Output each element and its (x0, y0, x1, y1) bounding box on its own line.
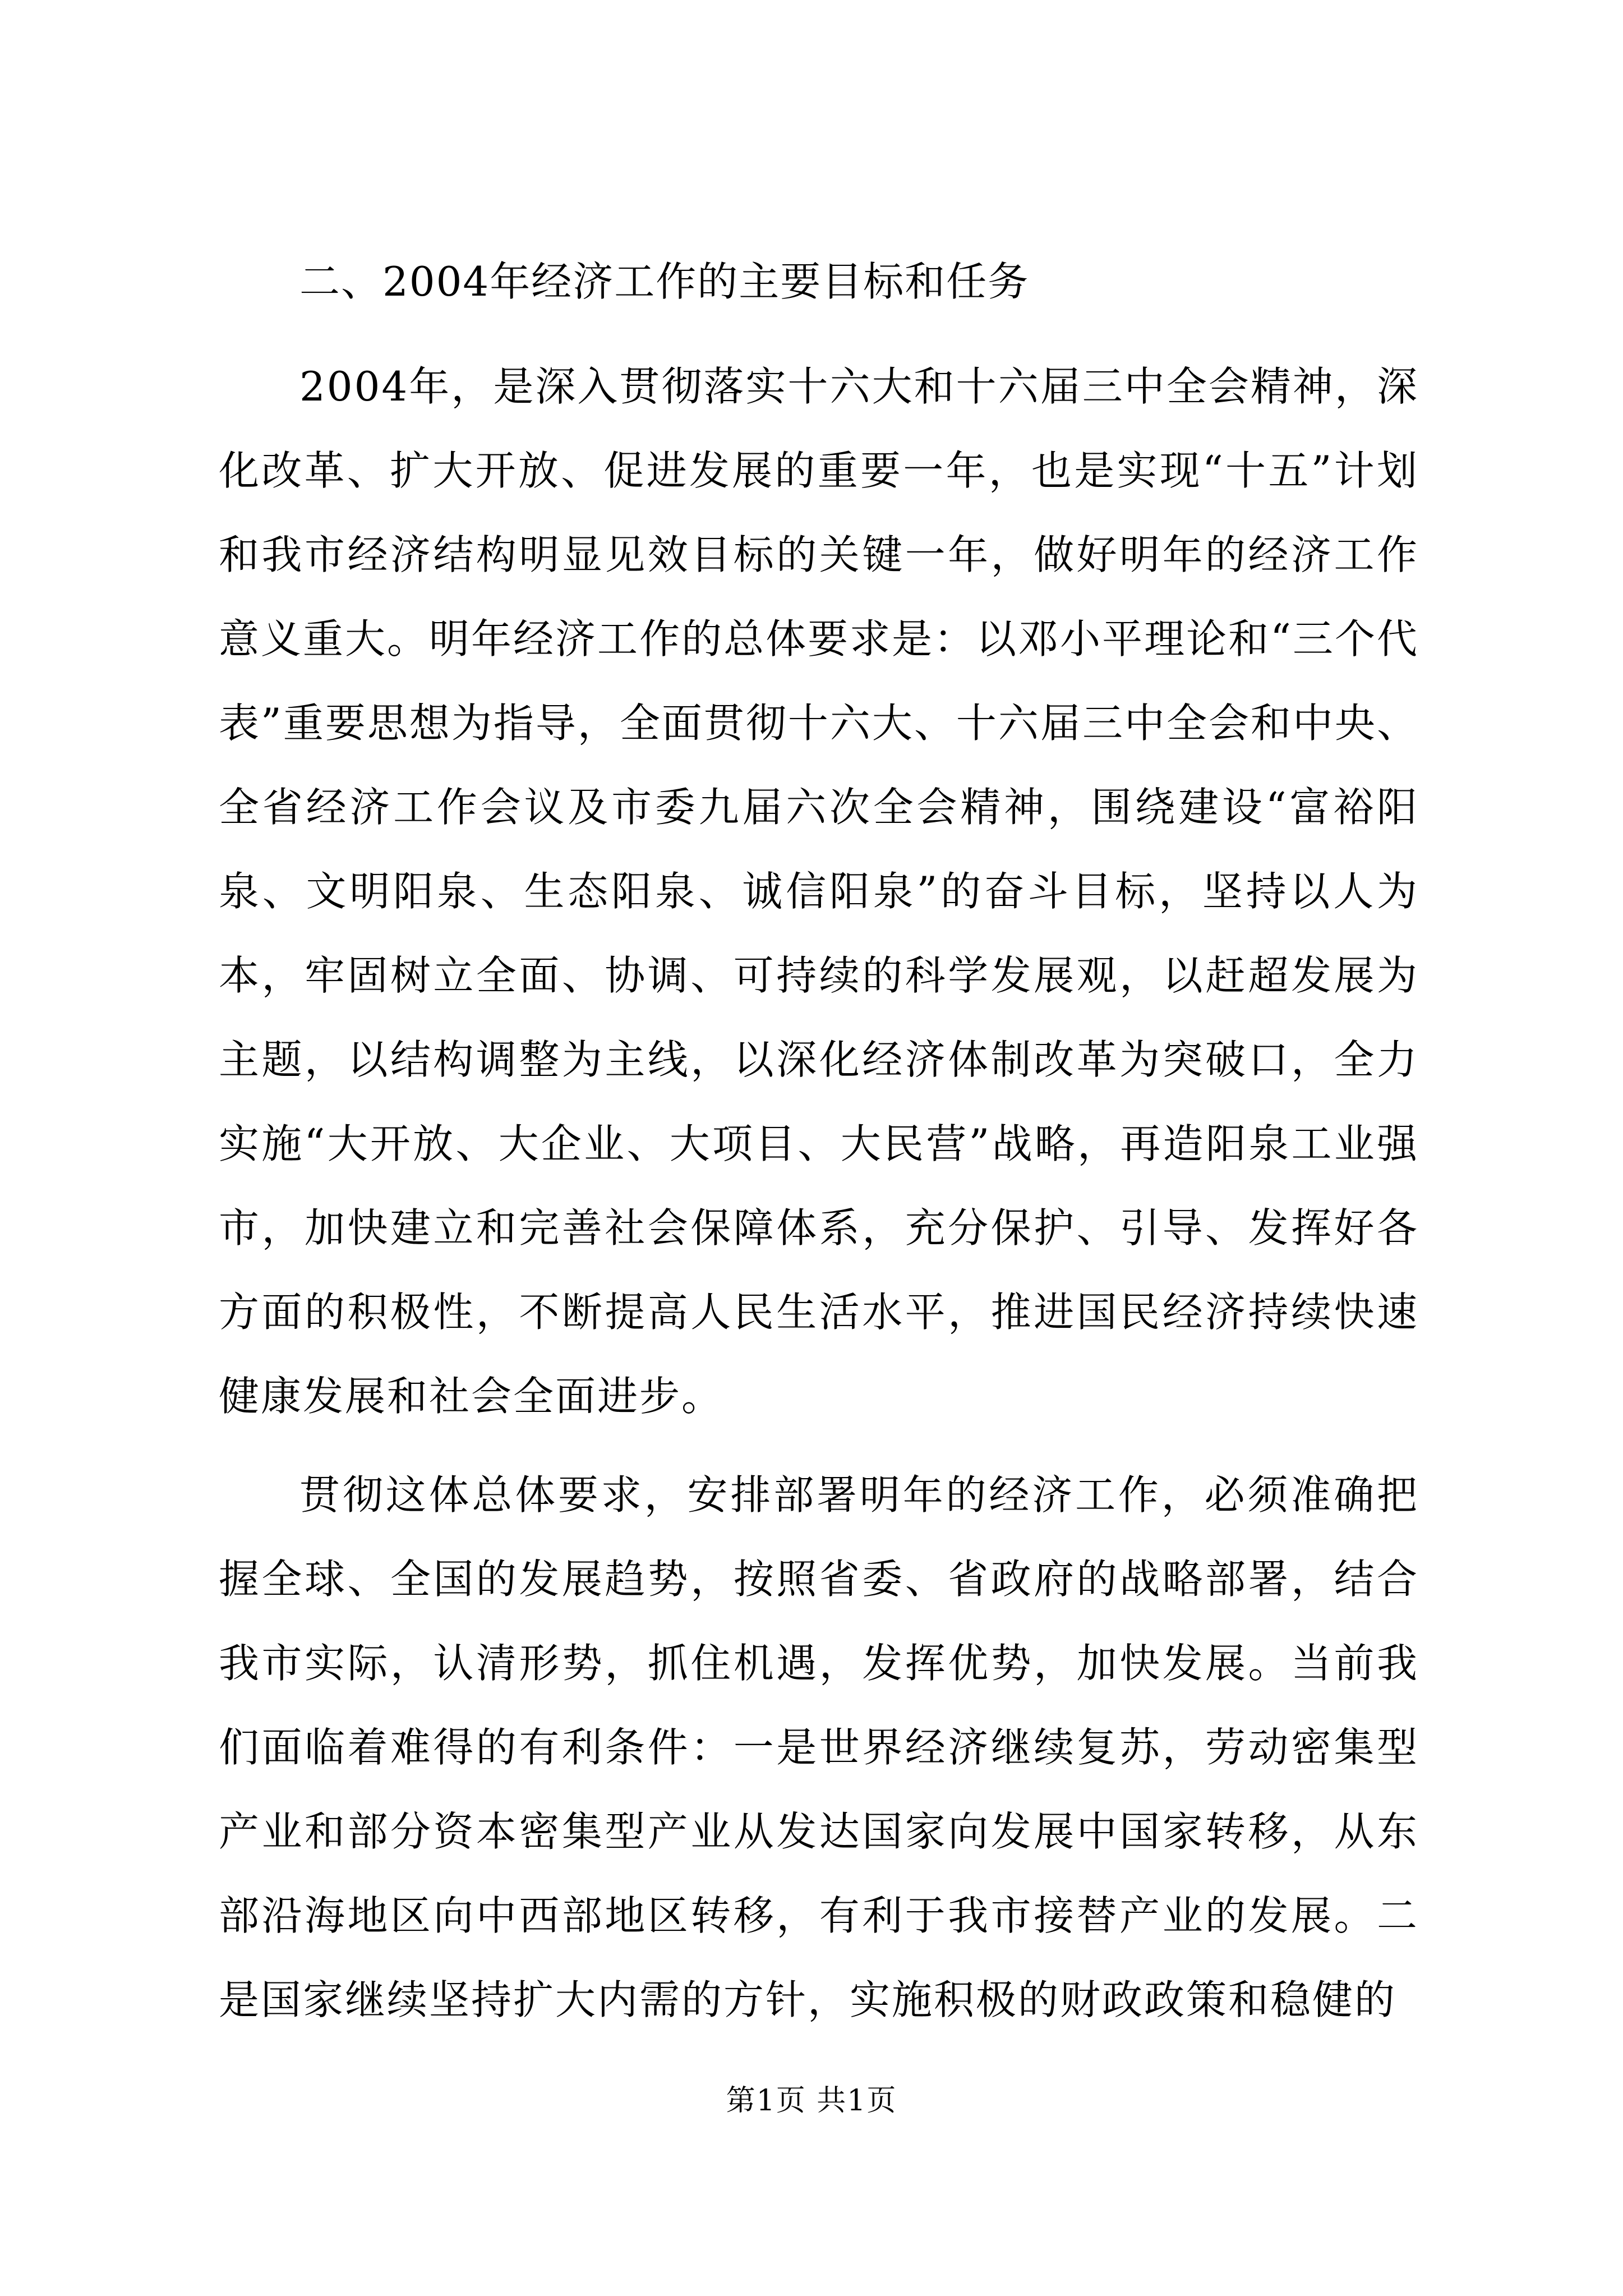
paragraph-2: 贯彻这体总体要求，安排部署明年的经济工作，必须准确把握全球、全国的发展趋势，按照省委、省政府的战略部署，结合我市实际，认清形势，抓住机遇，发挥优势，加快发展。当前我们面临着难得的有利条件：一是世界经济继续复苏，劳动密集型产业和部分资本密集型产业从发达国家向发展中国家转移，从东部沿海地区向中西部地区转移，有利于我市接替产业的发展。二是国家继续坚持扩大内需的方针，实施积极的财政政策和稳健的 (219, 1471, 1419, 2023)
document-body (219, 252, 1419, 2042)
section-heading: 二、2004年经济工作的主要目标和任务 (299, 258, 1030, 305)
paragraph-1: 2004年，是深入贯彻落实十六大和十六届三中全会精神，深化改革、扩大开放、促进发展的重要一年，也是实现“十五”计划和我市经济结构明显见效目标的关键一年，做好明年的经济工作意义重大。明年经济工作的总体要求是：以邓小平理论和“三个代表”重要思想为指导，全面贯彻十六大、十六届三中全会和中央、全省经济工作会议及市委九届六次全会精神，围绕建设“富裕阳泉、文明阳泉、生态阳泉、诚信阳泉”的奋斗目标，坚持以人为本，牢固树立全面、协调、可持续的科学发展观，以赶超发展为主题，以结构调整为主线，以深化经济体制改革为突破口，全力实施“大开放、大企业、大项目、大民营”战略，再造阳泉工业强市，加快建立和完善社会保障体系，充分保护、引导、发挥好各方面的积极性，不断提高人民生活水平，推进国民经济持续快速健康发展和社会全面进步。 (219, 363, 1419, 1420)
page-footer: 第1页 共1页 (726, 2084, 897, 2118)
